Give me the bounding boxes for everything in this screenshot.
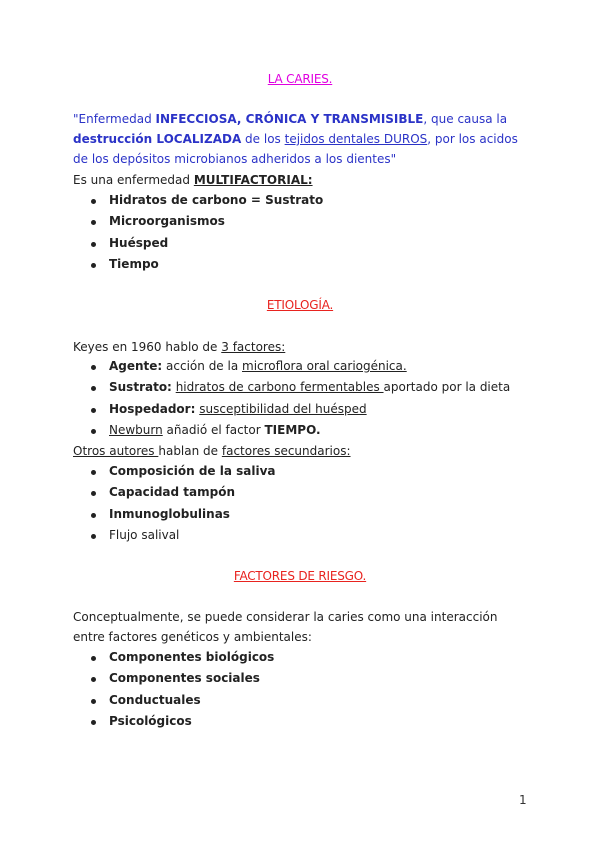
list-item: Componentes sociales [0,668,274,689]
definition-line-1: "Enfermedad INFECCIOSA, CRÓNICA Y TRANSMISIBLE, que causa la [73,112,508,126]
concept-line-2: entre factores genéticos y ambientales: [73,630,312,644]
list-item: Componentes biológicos [0,647,274,668]
list-item: Psicológicos [0,711,274,732]
title-etiologia: ETIOLOGÍA. [266,298,334,312]
list-item: Tiempo [0,254,323,275]
list-item: Capacidad tampón [0,482,276,503]
keyes-line: Keyes en 1960 hablo de 3 factores: [73,340,286,354]
list-item: Flujo salival [0,525,276,546]
title-la-caries: LA CARIES. [267,72,333,86]
list-item-hospedador: Hospedador: susceptibilidad del huésped [0,399,510,420]
keyes-list [0,356,510,441]
list-item: Microorganismos [0,211,323,232]
list-item-agente: Agente: acción de la microflora oral cariogénica. [0,356,510,377]
list-item: Composición de la saliva [0,461,276,482]
definition-line-2: destrucción LOCALIZADA de los tejidos dentales DUROS, por los acidos [73,132,518,146]
list-item: Inmunoglobulinas [0,504,276,525]
page-number: 1 [519,793,527,807]
title-factores-de-riesgo: FACTORES DE RIESGO. [233,569,367,583]
list-item: Hidratos de carbono = Sustrato [0,190,323,211]
list-item: Conductuales [0,690,274,711]
list-item: Huésped [0,233,323,254]
secondary-factors-list [0,461,276,546]
list-item-sustrato: Sustrato: hidratos de carbono fermentables aportado por la dieta [0,377,510,398]
risk-factors-list [0,647,274,732]
otros-autores-line: Otros autores hablan de factores secundarios: [73,444,351,458]
definition-line-3: de los depósitos microbianos adheridos a los dientes" [73,152,397,166]
multifactorial-line: Es una enfermedad MULTIFACTORIAL: [73,173,313,187]
factors-list [0,190,323,275]
concept-line-1: Conceptualmente, se puede considerar la caries como una interacción [73,610,498,624]
list-item-newburn: Newburn añadió el factor TIEMPO. [0,420,510,441]
